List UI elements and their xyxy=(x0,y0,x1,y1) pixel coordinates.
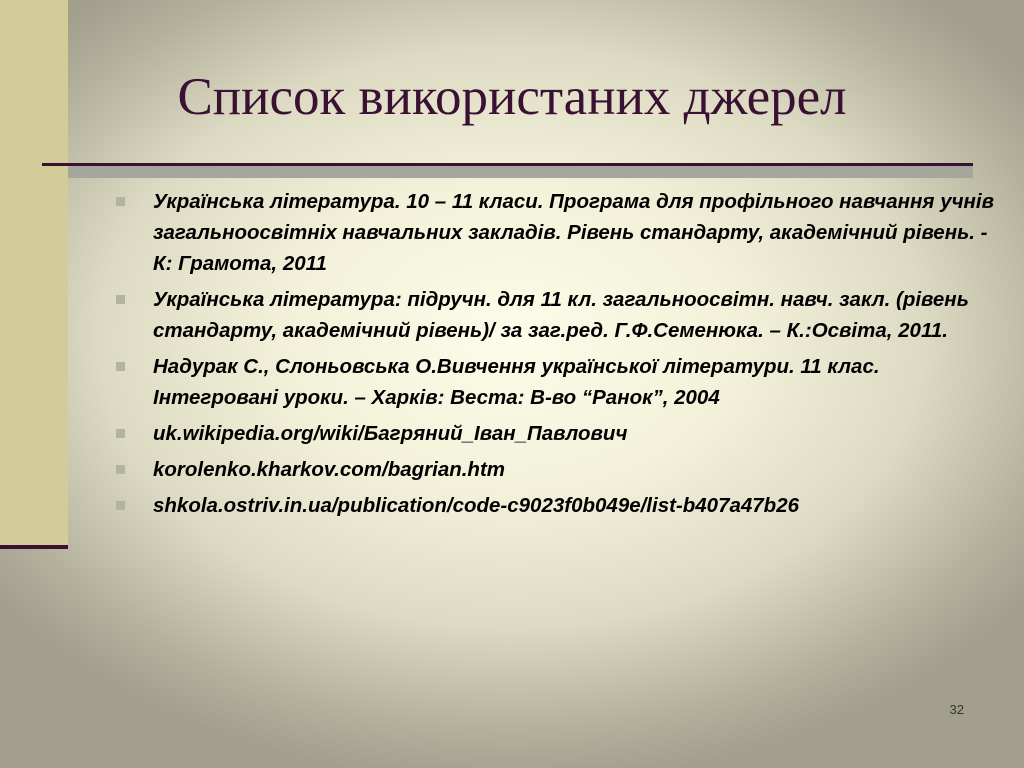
bullet-icon xyxy=(116,465,125,474)
source-text: Українська література. 10 – 11 класи. Програма для профільного навчання учнів загальноосвітніх навчальних закладів. Рівень стандарту, академічний рівень. - К: Грамота, 2011 xyxy=(153,190,995,275)
slide-title: Список використаних джерел xyxy=(177,68,847,126)
source-text: Надурак С., Слоньовська О.Вивчення української літератури. 11 клас. Інтегровані уроки. – Харків: Веста: В-во “Ранок”, 2004 xyxy=(153,355,880,409)
source-link[interactable]: uk.wikipedia.org/wiki/Багряний_Іван_Павлович xyxy=(153,422,628,445)
slide-number: 32 xyxy=(949,702,964,717)
source-item xyxy=(114,490,994,521)
bullet-icon xyxy=(116,501,125,510)
source-item xyxy=(114,418,994,449)
sources-list xyxy=(114,186,994,526)
bullet-icon xyxy=(116,362,125,371)
source-link[interactable]: korolenko.kharkov.com/bagrian.htm xyxy=(153,458,506,481)
source-item xyxy=(114,454,994,485)
source-text: Українська література: підручн. для 11 кл. загальноосвітн. навч. закл. (рівень стандарту, академічний рівень)/ за заг.ред. Г.Ф.Семенюка. – К.:Освіта, 2011. xyxy=(153,288,969,342)
source-item xyxy=(114,284,994,346)
source-link[interactable]: shkola.ostriv.in.ua/publication/code-c9023f0b049e/list-b407a47b26 xyxy=(153,494,800,517)
bullet-icon xyxy=(116,197,125,206)
source-item xyxy=(114,351,994,413)
title-underline xyxy=(42,163,973,166)
bullet-icon xyxy=(116,429,125,438)
left-accent-rule xyxy=(0,545,68,549)
title-underline-shadow xyxy=(68,166,973,178)
source-item xyxy=(114,186,994,279)
bullet-icon xyxy=(116,295,125,304)
